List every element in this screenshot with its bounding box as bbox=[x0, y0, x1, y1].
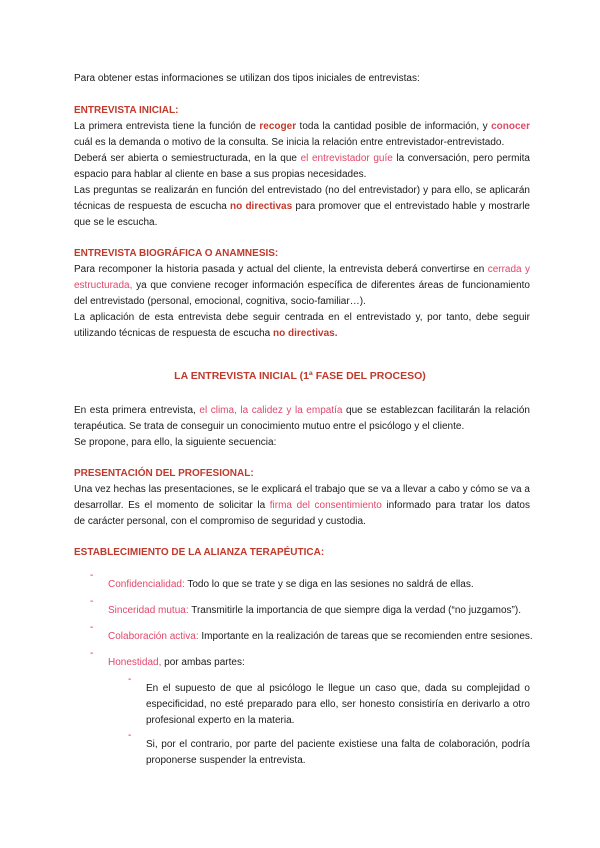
sec2-line2: estructurada, ya que conviene recoger información específica de diferentes áreas de funcionamiento bbox=[74, 280, 530, 291]
sub2-line1: Si, por el contrario, por parte del paciente existiese una falta de colaboración, podría bbox=[146, 739, 530, 750]
sec3-line1: En esta primera entrevista, el clima, la calidez y la empatía que se establezcan facilitarán la relación bbox=[74, 405, 530, 416]
sub2-line2: proponerse suspender la entrevista. bbox=[146, 755, 306, 766]
bullet-dash: - bbox=[90, 622, 94, 633]
heading-alianza: ESTABLECIMIENTO DE LA ALIANZA TERAPÉUTICA: bbox=[74, 547, 325, 558]
sec4-line1: Una vez hechas las presentaciones, se le explicará el trabajo que se va a llevar a cabo y cómo se va a bbox=[74, 484, 530, 495]
sec1-line3: Deberá ser abierta o semiestructurada, en la que el entrevistador guíe la conversación, pero permita bbox=[74, 153, 530, 164]
highlight-no-directivas-2: no directivas. bbox=[273, 328, 338, 339]
bullet-dash: - bbox=[90, 596, 94, 607]
sub1-line1: En el supuesto de que al psicólogo le llegue un caso que, dada su complejidad o bbox=[146, 683, 530, 694]
highlight-clima: el clima, la calidez y la empatía bbox=[199, 405, 343, 416]
highlight-entrevistador: el entrevistador guíe bbox=[300, 153, 393, 164]
sec2-line5: utilizando técnicas de respuesta de escucha no directivas. bbox=[74, 328, 338, 339]
bullet-dash: - bbox=[90, 648, 94, 659]
sec1-line2: cuál es la demanda o motivo de la consulta. Se inicia la relación entre entrevistador-entrevistado. bbox=[74, 137, 505, 148]
highlight-cerrada: cerrada y bbox=[487, 264, 530, 275]
sec2-line1: Para recomponer la historia pasada y actual del cliente, la entrevista deberá convertirse en cerrada y bbox=[74, 264, 530, 275]
sec1-line1: La primera entrevista tiene la función de recoger toda la cantidad posible de información, y conocer bbox=[74, 121, 530, 132]
heading-entrevista-inicial: ENTREVISTA INICIAL: bbox=[74, 105, 179, 116]
list-item-sinceridad: Sinceridad mutua: Transmitirle la importancia de que siempre diga la verdad (“no juzgamos”). bbox=[108, 605, 521, 616]
sub-bullet-dash: - bbox=[128, 730, 132, 741]
sec1-line4: espacio para hablar al cliente en base a sus propias necesidades. bbox=[74, 169, 367, 180]
sec1-line7: que se le escucha. bbox=[74, 217, 158, 228]
highlight-no-directivas: no directivas bbox=[230, 201, 293, 212]
heading-presentacion: PRESENTACIÓN DEL PROFESIONAL: bbox=[74, 468, 254, 479]
sub1-line2: especificidad, no esté preparado para ello, ser honesto consistiría en derivarlo a otro bbox=[146, 699, 530, 710]
sec2-line3: del entrevistado (personal, emocional, cognitiva, socio-familiar…). bbox=[74, 296, 366, 307]
list-item-honestidad: Honestidad, por ambas partes: bbox=[108, 657, 245, 668]
section-title: LA ENTREVISTA INICIAL (1ª FASE DEL PROCESO) bbox=[174, 370, 426, 382]
sec2-line4: La aplicación de esta entrevista debe seguir centrada en el entrevistado y, por tanto, debe seguir bbox=[74, 312, 530, 323]
sec4-line3: de carácter personal, con el compromiso de seguridad y custodia. bbox=[74, 516, 366, 527]
highlight-recoger: recoger bbox=[259, 121, 297, 132]
sub1-line3: profesional experto en la materia. bbox=[146, 715, 295, 726]
sec4-line2: desarrollar. Es el momento de solicitar la firma del consentimiento informado para tratar los datos bbox=[74, 500, 530, 511]
bullet-dash: - bbox=[90, 570, 94, 581]
heading-anamnesis: ENTREVISTA BIOGRÁFICA O ANAMNESIS: bbox=[74, 248, 279, 259]
list-item-confidencialidad: Confidencialidad: Todo lo que se trate y se diga en las sesiones no saldrá de ellas. bbox=[108, 579, 474, 590]
highlight-firma: firma del consentimiento bbox=[269, 500, 382, 511]
sec3-line3: Se propone, para ello, la siguiente secuencia: bbox=[74, 437, 277, 448]
sec1-line5: Las preguntas se realizarán en función del entrevistado (no del entrevistador) y para ello, se aplicarán bbox=[74, 185, 530, 196]
intro-text: Para obtener estas informaciones se utilizan dos tipos iniciales de entrevistas: bbox=[74, 73, 420, 84]
highlight-conocer: conocer bbox=[491, 121, 530, 132]
sub-bullet-dash: - bbox=[128, 674, 132, 685]
highlight-estructurada: estructurada, bbox=[74, 280, 133, 291]
sec1-line6: técnicas de respuesta de escucha no directivas para promover que el entrevistado hable y mostrarle bbox=[74, 201, 530, 212]
sec3-line2: terapéutica. Se trata de conseguir un conocimiento mutuo entre el psicólogo y el cliente. bbox=[74, 421, 465, 432]
list-item-colaboracion: Colaboración activa: Importante en la realización de tareas que se recomienden entre sesiones. bbox=[108, 631, 533, 642]
